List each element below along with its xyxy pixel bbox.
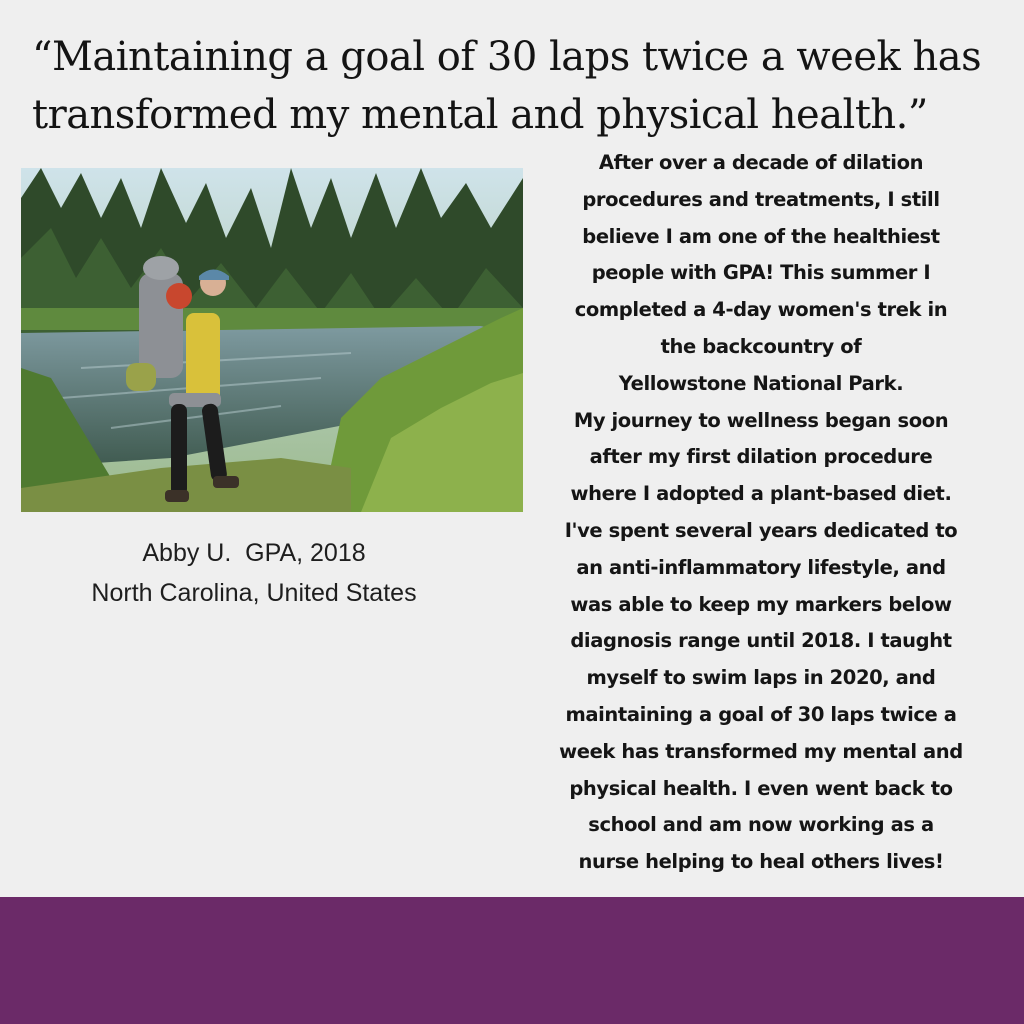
story-line: after my first dilation procedure <box>589 445 933 469</box>
story-line: maintaining a goal of 30 laps twice a <box>565 702 957 726</box>
hiker-photo-illustration <box>21 168 523 512</box>
story-line: an anti-inflammatory lifestyle, and <box>576 555 946 579</box>
story-line: believe I am one of the healthiest <box>582 224 940 248</box>
story-line: diagnosis range until 2018. I taught <box>570 629 952 653</box>
story-line: physical health. I even went back to <box>569 776 953 800</box>
story-line: procedures and treatments, I still <box>582 187 940 211</box>
caption-name: Abby U. GPA, 2018 <box>142 539 366 567</box>
story-line: My journey to wellness began soon <box>573 408 949 432</box>
story-line: week has transformed my mental and <box>559 739 963 763</box>
footer-band <box>0 897 1024 1024</box>
story-line: was able to keep my markers below <box>570 592 952 616</box>
hiker-photo <box>21 168 523 512</box>
headline-line-1: “Maintaining a goal of 30 laps twice a week has <box>32 34 982 80</box>
story-line: After over a decade of dilation <box>598 151 924 174</box>
story-line: people with GPA! This summer I <box>591 261 931 285</box>
story-line: completed a 4-day women's trek in <box>574 298 948 322</box>
story-line: Yellowstone National Park. <box>618 371 904 395</box>
story-line: I've spent several years dedicated to <box>564 518 958 542</box>
testimonial-story <box>522 145 1000 881</box>
caption-location: North Carolina, United States <box>91 579 417 607</box>
story-line: school and am now working as a <box>588 813 934 837</box>
headline-line-2: transformed my mental and physical health.” <box>32 92 928 138</box>
photo-caption <box>21 533 487 613</box>
testimonial-headline <box>32 28 1002 144</box>
story-line: myself to swim laps in 2020, and <box>586 666 936 690</box>
story-line: the backcountry of <box>660 334 862 358</box>
story-line: where I adopted a plant-based diet. <box>570 482 952 506</box>
story-line: nurse helping to heal others lives! <box>578 850 944 874</box>
